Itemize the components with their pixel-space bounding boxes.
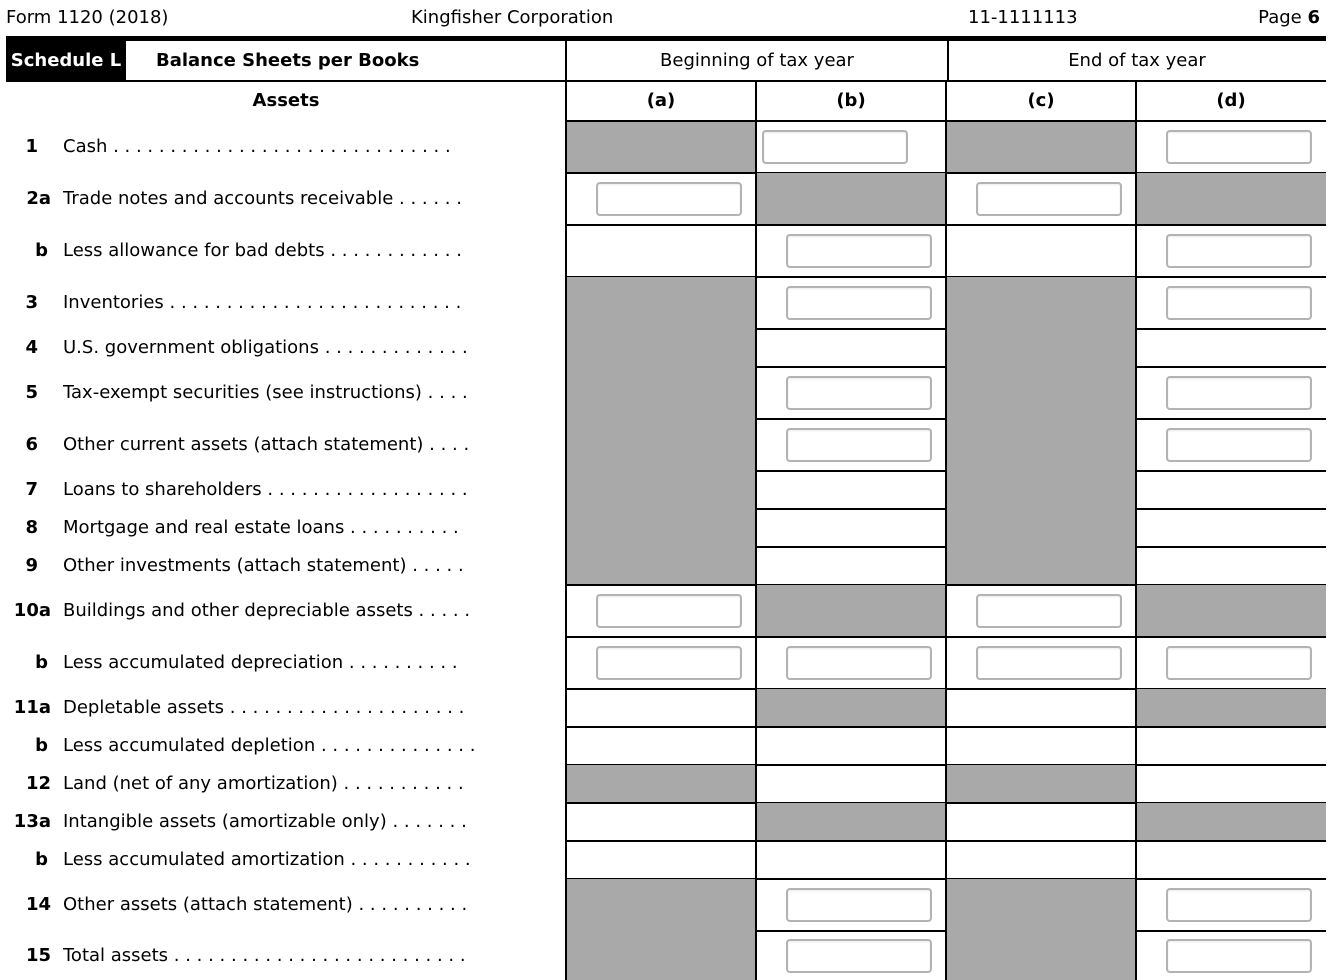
row-rule [566, 726, 756, 728]
amount-field-col-c[interactable] [976, 182, 1122, 216]
line-number: 6 [25, 434, 38, 455]
line-description: Less accumulated amortization . . . . . . . . . . . [63, 849, 471, 870]
row-rule [1136, 418, 1326, 420]
line-number: b [35, 240, 48, 261]
column-b-heading: (b) [836, 90, 866, 111]
row-rule [1136, 636, 1326, 638]
row-rule [1136, 470, 1326, 472]
line-description: Trade notes and accounts receivable . . . . . . [63, 188, 462, 209]
shaded-cell [566, 121, 756, 173]
shaded-cell [566, 765, 756, 803]
row-rule [1136, 764, 1326, 766]
line-number: 12 [25, 773, 51, 794]
amount-field-col-b[interactable] [786, 888, 932, 922]
shaded-cell [946, 367, 1136, 419]
row-rule [756, 470, 946, 472]
column-divider [755, 82, 757, 980]
line-description: Tax-exempt securities (see instructions) . . . . [63, 382, 468, 403]
row-rule [756, 764, 946, 766]
shaded-cell [946, 419, 1136, 471]
amount-field-col-a[interactable] [596, 182, 742, 216]
shaded-cell [566, 367, 756, 419]
line-description: Cash . . . . . . . . . . . . . . . . . . . . . . . . . . . . . . [63, 136, 451, 157]
shaded-cell [756, 689, 946, 727]
row-rule [566, 802, 756, 804]
row-rule [1136, 726, 1326, 728]
column-divider [945, 82, 947, 980]
row-rule [946, 172, 1136, 174]
amount-field-col-a[interactable] [596, 646, 742, 680]
shaded-cell [566, 277, 756, 329]
shaded-cell [1136, 803, 1326, 841]
shaded-cell [566, 509, 756, 547]
shaded-cell [566, 471, 756, 509]
header-rule [6, 80, 1326, 82]
line-number: 10a [13, 600, 51, 621]
row-rule [1136, 328, 1326, 330]
shaded-cell [946, 121, 1136, 173]
schedule-title: Balance Sheets per Books [156, 50, 420, 71]
column-d-heading: (d) [1216, 90, 1246, 111]
row-rule [946, 584, 1136, 586]
amount-field-col-b[interactable] [786, 646, 932, 680]
row-rule [756, 276, 946, 278]
row-rule [1136, 366, 1326, 368]
row-rule [756, 840, 946, 842]
line-number: b [35, 735, 48, 756]
shaded-cell [946, 931, 1136, 980]
row-rule [946, 802, 1136, 804]
shaded-cell [946, 509, 1136, 547]
row-rule [566, 224, 756, 226]
amount-field-col-b[interactable] [786, 939, 932, 973]
line-number: 5 [25, 382, 38, 403]
column-divider [1135, 82, 1137, 980]
amount-field-col-d[interactable] [1166, 428, 1312, 462]
amount-field-col-d[interactable] [1166, 646, 1312, 680]
line-number: 15 [25, 945, 51, 966]
line-description: Less allowance for bad debts . . . . . . . . . . . . [63, 240, 462, 261]
line-number: 13a [13, 811, 51, 832]
line-number: b [35, 652, 48, 673]
row-rule [756, 878, 946, 880]
line-number: 4 [25, 337, 38, 358]
amount-field-col-b[interactable] [786, 286, 932, 320]
shaded-cell [756, 803, 946, 841]
row-rule [756, 366, 946, 368]
line-number: 1 [25, 136, 38, 157]
shaded-cell [1136, 585, 1326, 637]
row-rule [756, 636, 946, 638]
company-name: Kingfisher Corporation [411, 7, 614, 28]
row-rule [566, 584, 756, 586]
row-rule [1136, 224, 1326, 226]
row-rule [946, 688, 1136, 690]
shaded-cell [566, 419, 756, 471]
shaded-cell [946, 277, 1136, 329]
amount-field-col-b[interactable] [786, 428, 932, 462]
schedule-tag: Schedule L [6, 41, 126, 81]
line-number: 7 [25, 479, 38, 500]
line-description: Intangible assets (amortizable only) . . . . . . . [63, 811, 467, 832]
line-number: b [35, 849, 48, 870]
shaded-cell [946, 329, 1136, 367]
row-rule [1136, 930, 1326, 932]
shaded-cell [566, 931, 756, 980]
row-rule [566, 688, 756, 690]
row-rule [946, 224, 1136, 226]
shaded-cell [946, 471, 1136, 509]
line-description: Less accumulated depletion . . . . . . . . . . . . . . [63, 735, 476, 756]
line-description: Loans to shareholders . . . . . . . . . . . . . . . . . . [63, 479, 468, 500]
column-divider [565, 41, 567, 980]
line-description: Other assets (attach statement) . . . . . . . . . . [63, 894, 468, 915]
page-label: Page [1258, 7, 1302, 28]
row-rule [1136, 546, 1326, 548]
shaded-cell [946, 547, 1136, 585]
line-description: Inventories . . . . . . . . . . . . . . . . . . . . . . . . . . [63, 292, 462, 313]
ein: 11-1111113 [968, 7, 1078, 28]
line-description: Other investments (attach statement) . . . . . [63, 555, 464, 576]
amount-field-col-a[interactable] [596, 594, 742, 628]
amount-field-col-d[interactable] [1166, 130, 1312, 164]
line-description: Buildings and other depreciable assets . . . . . [63, 600, 471, 621]
row-rule [1136, 878, 1326, 880]
row-rule [756, 930, 946, 932]
line-description: Less accumulated depreciation . . . . . . . . . . [63, 652, 458, 673]
row-rule [946, 636, 1136, 638]
line-number: 9 [25, 555, 38, 576]
shaded-cell [756, 585, 946, 637]
line-number: 8 [25, 517, 38, 538]
amount-field-col-d[interactable] [1166, 376, 1312, 410]
line-description: Total assets . . . . . . . . . . . . . . . . . . . . . . . . . . [63, 945, 466, 966]
row-rule [1136, 508, 1326, 510]
shaded-cell [946, 879, 1136, 931]
beginning-of-year-heading: Beginning of tax year [660, 50, 854, 71]
amount-field-col-b[interactable] [786, 376, 932, 410]
shaded-cell [756, 173, 946, 225]
column-a-heading: (a) [646, 90, 676, 111]
amount-field-col-c[interactable] [976, 594, 1122, 628]
row-rule [946, 840, 1136, 842]
line-number: 14 [25, 894, 51, 915]
line-description: Land (net of any amortization) . . . . . . . . . . . [63, 773, 464, 794]
shaded-cell [1136, 689, 1326, 727]
assets-heading: Assets [252, 90, 320, 111]
line-number: 11a [13, 697, 51, 718]
row-rule [756, 328, 946, 330]
shaded-cell [566, 329, 756, 367]
page-number: 6 [1307, 7, 1320, 28]
line-description: Depletable assets . . . . . . . . . . . . . . . . . . . . . [63, 697, 465, 718]
amount-field-col-d[interactable] [1166, 939, 1312, 973]
row-rule [946, 726, 1136, 728]
column-divider [947, 41, 949, 81]
row-rule [756, 546, 946, 548]
row-rule [1136, 276, 1326, 278]
amount-field-col-b[interactable] [786, 234, 932, 268]
column-c-heading: (c) [1027, 90, 1055, 111]
amount-field-col-d[interactable] [1166, 286, 1312, 320]
line-description: Mortgage and real estate loans . . . . . . . . . . [63, 517, 459, 538]
amount-field-col-d[interactable] [1166, 234, 1312, 268]
line-number: 3 [25, 292, 38, 313]
line-description: U.S. government obligations . . . . . . . . . . . . . [63, 337, 468, 358]
row-rule [566, 636, 756, 638]
amount-field-col-d[interactable] [1166, 888, 1312, 922]
row-rule [756, 726, 946, 728]
shaded-cell [946, 765, 1136, 803]
form-number: Form 1120 (2018) [6, 7, 169, 28]
row-rule [756, 418, 946, 420]
line-number: 2a [26, 188, 51, 209]
row-rule [1136, 840, 1326, 842]
page-indicator [1258, 0, 1320, 36]
line-description: Other current assets (attach statement) . . . . [63, 434, 470, 455]
amount-field-col-b[interactable] [762, 130, 908, 164]
row-rule [566, 172, 756, 174]
shaded-cell [566, 547, 756, 585]
row-rule [566, 840, 756, 842]
shaded-cell [566, 879, 756, 931]
amount-field-col-c[interactable] [976, 646, 1122, 680]
shaded-cell [1136, 173, 1326, 225]
row-rule [756, 224, 946, 226]
row-rule [756, 508, 946, 510]
end-of-year-heading: End of tax year [1068, 50, 1206, 71]
